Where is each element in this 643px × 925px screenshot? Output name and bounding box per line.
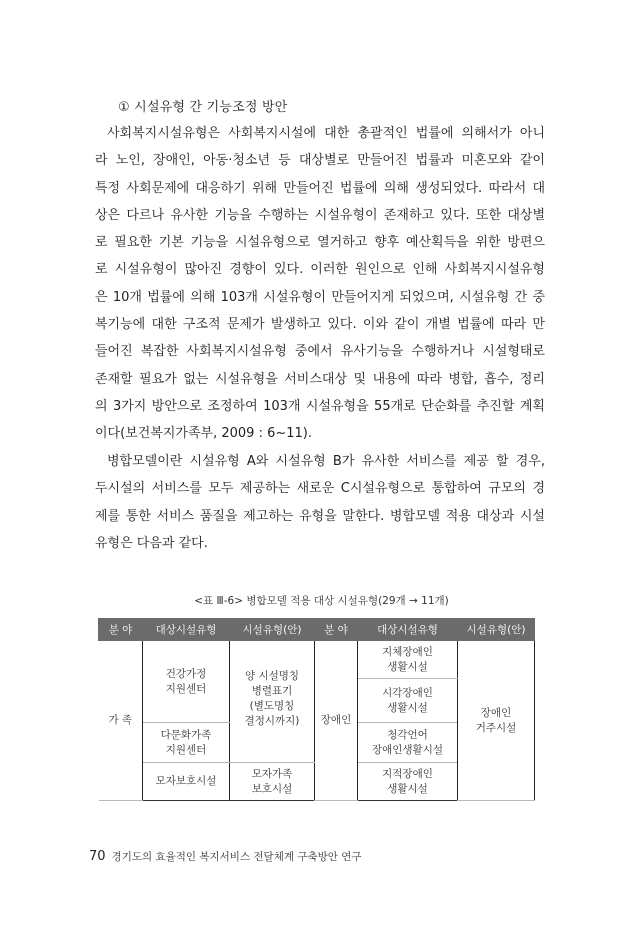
header-target-left: 대상시설유형 [143,619,230,641]
paragraph-1-line: 라 노인, 장애인, 아동·청소년 등 대상별로 만들어진 법률과 미혼모와 같이 [95,153,545,169]
paragraph-2-line: 유형은 다음과 같다. [95,535,208,551]
paragraph-2-line: 병합모델이란 시설유형 A와 시설유형 B가 유사한 서비스를 제공 할 경우, [107,454,545,469]
header-field-right: 분 야 [315,619,358,641]
paragraph-1-line: 로 필요한 기본 기능을 시설유형으로 열거하고 향후 예산획득을 위한 방편으 [95,235,545,251]
cell-text: 장애인 거주시설 [475,706,517,734]
cell-target-family-2 [143,723,230,763]
cell-text: 지적장애인 생활시설 [382,767,433,795]
cell-target-family-1 [143,641,230,723]
header-target-right: 대상시설유형 [358,619,458,641]
paragraph-1-line: 복기능에 대한 구조적 문제가 발생하고 있다. 이와 같이 개별 법률에 따라 만 [95,317,545,333]
header-proposal-left: 시설유형(안) [230,619,315,641]
table-row [99,641,535,679]
section-heading: ① 시설유형 간 기능조정 방안 [118,100,288,115]
cell-text: 시각장애인 생활시설 [382,686,433,714]
cell-proposal-disabled [458,641,535,801]
page-number: 70 [89,849,106,864]
cell-text: 다문화가족 지원센터 [160,728,212,756]
cell-proposal-family-2 [230,763,315,801]
paragraph-1-line: 로 시설유형이 많아진 경향이 있다. 이러한 원인으로 인해 사회복지시설유형 [95,262,545,278]
cell-target-family-3: 모자보호시설 [143,763,230,801]
paragraph-1-line: 사회복지시설유형은 사회복지시설에 대한 총괄적인 법률에 의해서가 아니 [107,126,545,141]
footer-title: 경기도의 효율적인 복지서비스 전달체계 구축방안 연구 [111,851,362,863]
cell-target-disabled-3 [358,723,458,763]
paragraph-1-line: 의 3가지 방안으로 조정하여 103개 시설유형을 55개로 단순화를 추진할 계획 [95,398,545,414]
cell-text: 양 시설명칭 병렬표기 (별도명칭 결정시까지) [244,670,300,727]
cell-text: 건강가정 지원센터 [165,667,207,695]
paragraph-1-line: 은 10개 법률에 의해 103개 시설유형이 만들어지게 되었으며, 시설유형 간 중 [95,289,545,305]
paragraph-1-line: 존재할 필요가 없는 시설유형을 서비스대상 및 내용에 따라 병합, 흡수, 정리 [95,371,545,387]
paragraph-1-line: 들어진 복잡한 사회복지시설유형 중에서 유사기능을 수행하거나 시설형태로 [95,344,545,360]
table-caption: <표 Ⅲ-6> 병합모델 적용 대상 시설유형(29개 → 11개) [194,595,449,607]
paragraph-2-line: 제를 통한 서비스 품질을 제고하는 유형을 말한다. 병합모델 적용 대상과 시설 [95,508,545,524]
cell-target-disabled-4 [358,763,458,801]
paragraph-2-line: 두시설의 서비스를 모두 제공하는 새로운 C시설유형으로 통합하여 규모의 경 [95,481,545,497]
cell-target-disabled-2 [358,679,458,723]
cell-field-disabled: 장애인 [315,641,358,801]
cell-field-family: 가 족 [99,641,143,801]
cell-text: 지체장애인 생활시설 [382,645,433,673]
paragraph-1-line: 이다(보건복지가족부, 2009 : 6~11). [95,426,312,442]
merge-model-table [98,618,535,801]
paragraph-1-line: 상은 다르나 유사한 기능을 수행하는 시설유형이 존재하고 있다. 또한 대상별 [95,207,545,223]
page-footer [89,849,362,864]
paragraph-2 [95,448,545,557]
table-header-row [99,619,535,641]
cell-text: 모자가족 보호시설 [251,767,293,795]
paragraph-1 [95,120,545,448]
cell-text: 청각언어 장애인생활시설 [371,728,443,756]
paragraph-1-line: 특정 사회문제에 대응하기 위해 만들어진 법률에 의해 생성되었다. 따라서 대 [95,180,545,196]
cell-proposal-family-1 [230,641,315,763]
header-field-left: 분 야 [99,619,143,641]
cell-target-disabled-1 [358,641,458,679]
header-proposal-right: 시설유형(안) [458,619,535,641]
